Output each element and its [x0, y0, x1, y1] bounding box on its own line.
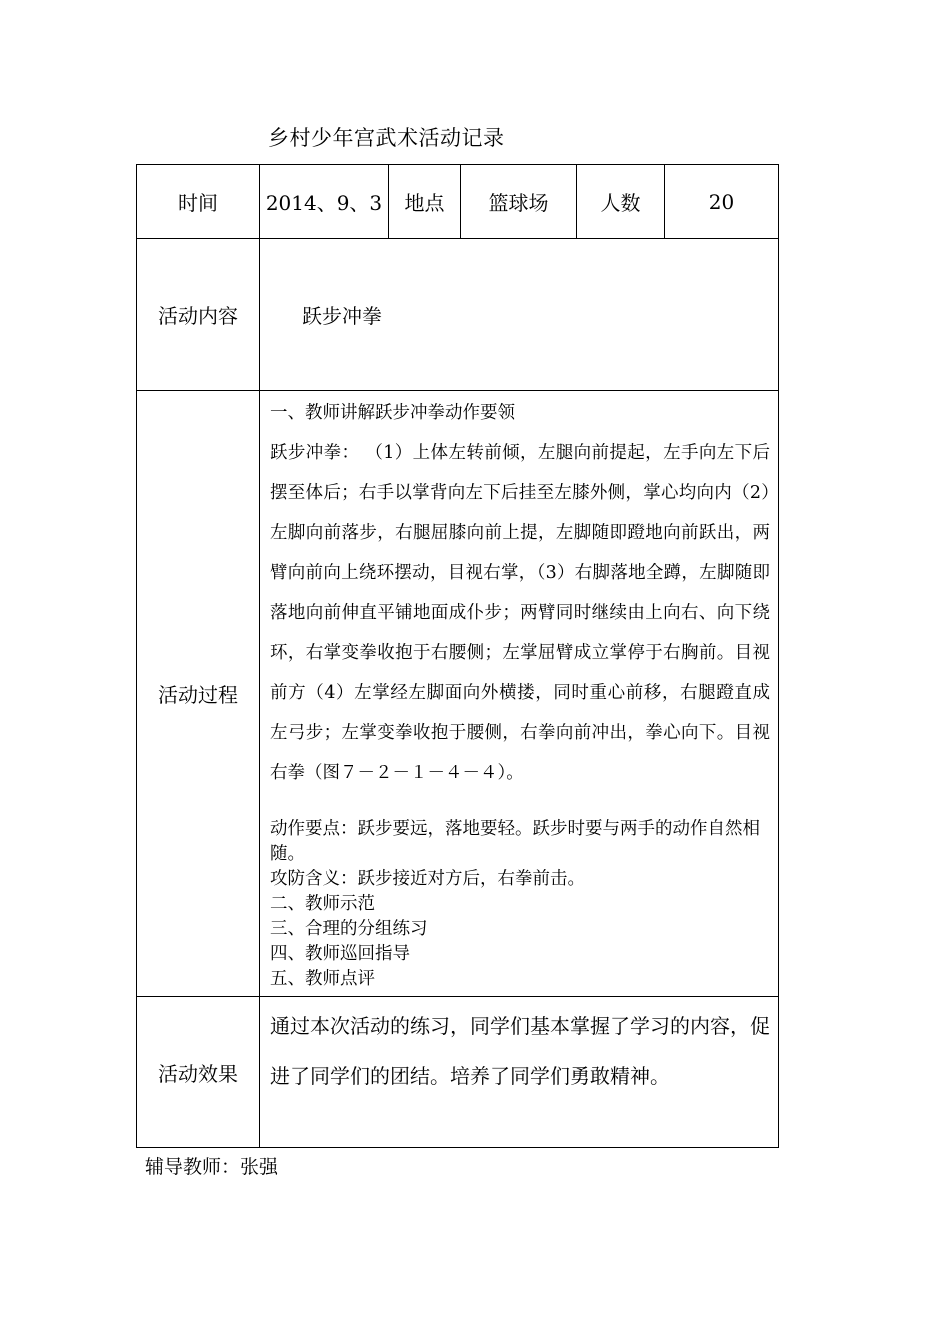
process-key-points: 动作要点：跃步要远，落地要轻。跃步时要与两手的动作自然相随。	[270, 819, 760, 864]
process-step: 三、合理的分组练习	[270, 919, 428, 939]
effect-cell	[260, 997, 779, 1148]
header-row	[137, 165, 779, 239]
process-step: 二、教师示范	[270, 894, 375, 914]
place-label: 地点	[389, 165, 461, 239]
process-description: 跃步冲拳： （1）上体左转前倾，左腿向前提起，左手向左下后摆至体后；右手以掌背向左下后挂至左膝外侧，掌心均向内（2）左脚向前落步，右腿屈膝向前上提，左脚随即蹬地向前跃出，两臂向前向上绕环摆动，目视右掌，（3）右脚落地全蹲，左脚随即落地向前伸直平铺地面成仆步；两臂同时继续由上向右、向下绕环，右掌变拳收抱于右腰侧；左掌屈臂成立掌停于右胸前。目视前方（4）左掌经左脚面向外横搂，同时重心前移，右腿蹬直成左弓步；左掌变拳收抱于腰侧，右拳向前冲出，拳心向下。目视右拳（图７－２－１－４－４）。	[270, 443, 770, 783]
content-label: 活动内容	[137, 239, 260, 391]
process-step: 五、教师点评	[270, 969, 375, 989]
process-label: 活动过程	[137, 391, 260, 997]
process-step: 四、教师巡回指导	[270, 944, 410, 964]
process-row	[137, 391, 779, 997]
content-row	[137, 239, 779, 391]
effect-row	[137, 997, 779, 1148]
count-value: 20	[665, 165, 779, 239]
place-value: 篮球场	[461, 165, 577, 239]
teacher-signature: 辅导教师：张强	[145, 1156, 279, 1178]
process-meaning: 攻防含义：跃步接近对方后，右拳前击。	[270, 869, 585, 889]
count-label: 人数	[577, 165, 665, 239]
time-value: 2014、9、3	[260, 165, 389, 239]
process-cell	[260, 391, 779, 997]
activity-record-table	[136, 164, 779, 1148]
effect-label: 活动效果	[137, 997, 260, 1148]
content-value: 跃步冲拳	[260, 239, 779, 391]
effect-value: 通过本次活动的练习，同学们基本掌握了学习的内容，促进了同学们的团结。培养了同学们勇敢精神。	[270, 1014, 770, 1088]
page-title: 乡村少年宫武术活动记录	[268, 126, 505, 150]
process-intro: 一、教师讲解跃步冲拳动作要领	[270, 403, 515, 423]
time-label: 时间	[137, 165, 260, 239]
